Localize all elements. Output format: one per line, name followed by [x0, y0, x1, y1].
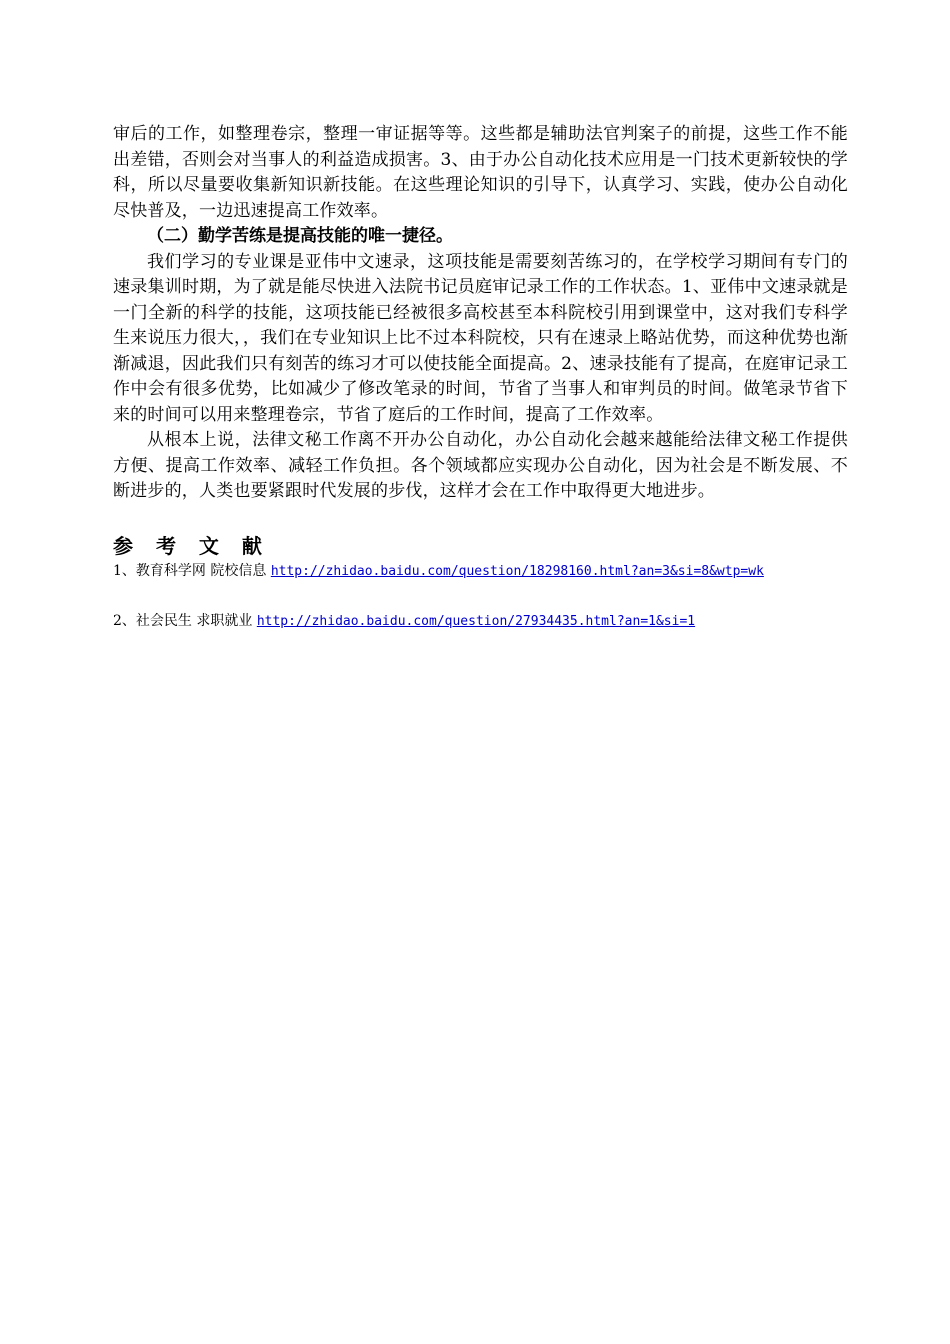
reference-item-2-link[interactable]: http://zhidao.baidu.com/question/27934435.html?an=1&si=1	[256, 613, 696, 629]
reference-item-1-label: 1、教育科学网 院校信息	[113, 562, 271, 579]
reference-item-2-label: 2、社会民生 求职就业	[113, 612, 257, 629]
document-page	[113, 122, 848, 632]
reference-item-2	[113, 611, 848, 632]
body-paragraph-2: 我们学习的专业课是亚伟中文速录，这项技能是需要刻苦练习的，在学校学习期间有专门的速录集训时期，为了就是能尽快进入法院书记员庭审记录工作的工作状态。1、亚伟中文速录就是一门全新的科学的技能，这项技能已经被很多高校甚至本科院校引用到课堂中，这对我们专科学生来说压力很大，，我们在专业知识上比不过本科院校，只有在速录上略站优势，而这种优势也渐渐减退，因此我们只有刻苦的练习才可以使技能全面提高。2、速录技能有了提高，在庭审记录工作中会有很多优势，比如减少了修改笔录的时间，节省了当事人和审判员的时间。做笔录节省下来的时间可以用来整理卷宗，节省了庭后的工作时间，提高了工作效率。	[113, 251, 848, 425]
body-paragraph-1: 审后的工作，如整理卷宗，整理一审证据等等。这些都是辅助法官判案子的前提，这些工作不能出差错，否则会对当事人的利益造成损害。3、由于办公自动化技术应用是一门技术更新较快的学科，所以尽量要收集新知识新技能。在这些理论知识的引导下，认真学习、实践，使办公自动化尽快普及，一边迅速提高工作效率。	[113, 124, 848, 221]
reference-item-1-link[interactable]: http://zhidao.baidu.com/question/18298160.html?an=3&si=8&wtp=wk	[270, 563, 764, 579]
body-paragraph-3: 从根本上说，法律文秘工作离不开办公自动化，办公自动化会越来越能给法律文秘工作提供方便、提高工作效率、减轻工作负担。各个领域都应实现办公自动化，因为社会是不断发展、不断进步的，人类也要紧跟时代发展的步伐，这样才会在工作中取得更大地进步。	[113, 430, 848, 501]
section-subheading: （二）勤学苦练是提高技能的唯一捷径。	[147, 226, 453, 246]
reference-item-1	[113, 561, 848, 582]
references-title: 参 考 文 献	[113, 533, 270, 558]
